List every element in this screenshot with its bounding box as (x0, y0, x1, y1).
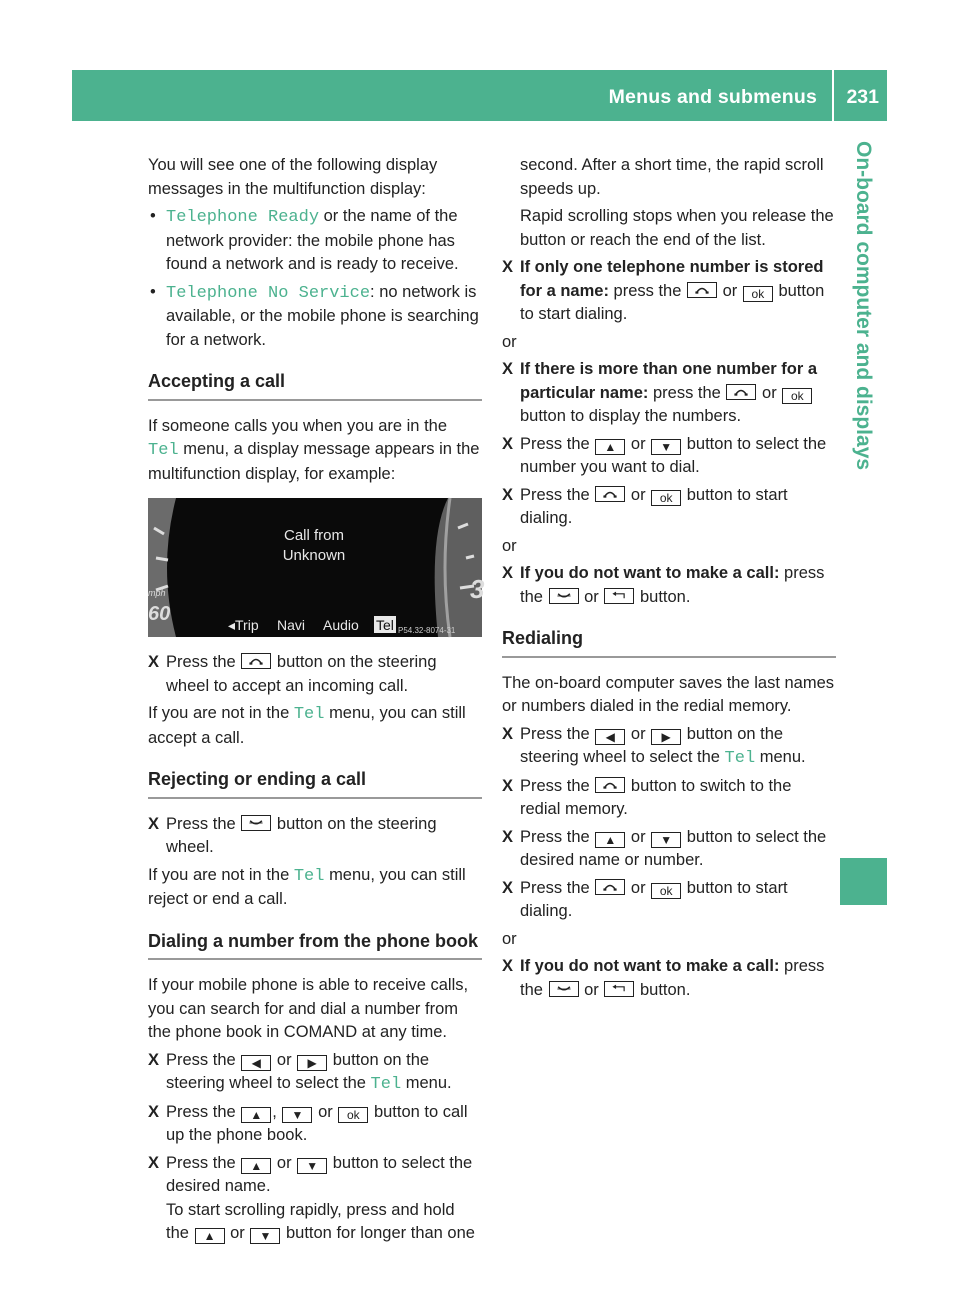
text: press (784, 564, 825, 582)
up-arrow-key: ▲ (595, 832, 625, 848)
step-dial-1 (148, 1049, 482, 1097)
text: press the (613, 281, 682, 300)
tel-menu-label: Tel (293, 866, 325, 886)
step-marker: X (148, 1050, 160, 1069)
tel-menu-label: Tel (370, 1075, 402, 1094)
cluster-menu-navi: Navi (277, 617, 306, 633)
ok-key: ok (743, 286, 773, 302)
text: or (762, 383, 777, 402)
right-arrow-key: ▶ (651, 729, 681, 745)
step-marker: X (502, 957, 514, 975)
side-tab-label: On-board computer and displays (852, 141, 875, 471)
text: or (722, 281, 738, 300)
text: press (784, 957, 825, 975)
text: button for longer than one (285, 1224, 475, 1242)
step-redial-2 (502, 775, 836, 822)
step-reject (148, 813, 482, 860)
text: Press the (520, 434, 590, 453)
step-marker: X (502, 878, 514, 897)
text: Press the (520, 485, 590, 504)
ok-key: ok (651, 883, 681, 899)
text: or (584, 980, 599, 999)
step-dial-3 (148, 1152, 482, 1246)
page-number: 231 (846, 86, 879, 108)
text: button to call up the phone book. (166, 1102, 468, 1144)
text: or (630, 878, 646, 897)
step-more-than-one (502, 358, 836, 429)
hangup-icon (241, 815, 271, 831)
tel-menu-label: Tel (724, 749, 756, 768)
text: desired name. (166, 1177, 271, 1195)
text: button to switch to the redial memory. (520, 776, 792, 818)
phone-icon (687, 282, 717, 298)
accept-paragraph (148, 415, 482, 487)
bold-lead: If you do not want to make a call: (520, 957, 780, 975)
up-arrow-key: ▲ (595, 439, 625, 455)
step-no-call-2 (502, 955, 836, 1002)
back-icon (604, 981, 634, 997)
continued-text-2: Rapid scrolling stops when you release the button or reach the end of the list. (520, 207, 834, 249)
step-marker: X (502, 485, 514, 504)
up-arrow-key: ▲ (241, 1158, 271, 1174)
bold-lead: If only one telephone number is stored for a name: (520, 258, 824, 300)
step-marker: X (148, 1153, 160, 1172)
list-item (148, 205, 482, 277)
text: button on the (332, 1050, 430, 1069)
bold-lead: If there is more than one number for a particular name: (520, 360, 818, 402)
bold-lead: If you do not want to make a call: (520, 564, 780, 582)
text: desired name or number. (520, 851, 704, 869)
phone-icon (595, 777, 625, 793)
right-arrow-key: ▶ (297, 1055, 327, 1071)
text: the (520, 587, 543, 606)
right-column (502, 154, 836, 1006)
section-heading-accepting: Accepting a call (148, 370, 482, 401)
reject-note (148, 864, 482, 912)
ok-key: ok (651, 490, 681, 506)
text: dialing. (520, 902, 573, 920)
step-marker: X (502, 724, 514, 743)
text: If you are not in the (148, 865, 290, 884)
text: Press the (520, 878, 590, 897)
down-arrow-key: ▼ (250, 1228, 280, 1244)
phone-icon (595, 486, 625, 502)
figure-reference: P54.32-8074-31 (398, 626, 456, 635)
step-start-dial (502, 484, 836, 531)
text: button to start (686, 878, 788, 897)
text: button on the steering wheel to accept an incoming call. (166, 653, 437, 695)
down-arrow-key: ▼ (651, 439, 681, 455)
instrument-cluster-image (148, 498, 485, 637)
step-marker: X (502, 564, 514, 582)
text: Press the (166, 1050, 236, 1069)
left-column (148, 154, 485, 1250)
text: To start scrolling rapidly, press and hold the (166, 1200, 455, 1242)
step-dial-2 (148, 1101, 482, 1148)
step-accept (148, 651, 482, 698)
text: or (318, 1102, 333, 1121)
text: menu. (405, 1074, 452, 1092)
step-marker: X (502, 827, 514, 846)
list-item-text: : no network is available, or the mobile phone is searching for a network. (166, 282, 479, 349)
text: steering wheel to select the (166, 1074, 366, 1092)
text: If you are not in the (148, 704, 290, 722)
cluster-menu-trip: ◂Trip (228, 617, 259, 633)
redial-paragraph: The on-board computer saves the last names or numbers dialed in the redial memory. (502, 673, 835, 715)
step-marker: X (148, 1102, 160, 1121)
text: menu. (759, 748, 806, 766)
text: If someone calls you when you are in the (148, 416, 448, 435)
intro-text: You will see one of the following display messages in the multifunction display: (148, 156, 438, 198)
back-icon (604, 588, 634, 604)
text: or (630, 827, 646, 846)
side-block (840, 858, 887, 905)
down-arrow-key: ▼ (651, 832, 681, 848)
or-text: or (502, 332, 517, 351)
down-arrow-key: ▼ (282, 1107, 312, 1123)
or-text: or (502, 929, 517, 948)
call-from-text: Call from (283, 527, 345, 544)
text: steering wheel to select the (520, 748, 720, 766)
text: dialing. (520, 509, 573, 527)
text: button. (639, 980, 691, 999)
phone-icon (241, 653, 271, 669)
accept-note (148, 702, 482, 750)
tel-menu-label: Tel (148, 441, 179, 460)
step-redial-1 (502, 723, 836, 771)
hangup-icon (549, 588, 579, 604)
text: Press the (166, 1102, 236, 1121)
speed-unit-label: mph (148, 588, 166, 598)
text: , (272, 1102, 277, 1121)
step-select-number (502, 433, 836, 480)
tel-menu-label: Tel (293, 705, 325, 724)
text: Press the (520, 827, 590, 846)
hangup-icon (549, 981, 579, 997)
display-message-no-service: Telephone No Service (166, 283, 371, 303)
left-arrow-key: ◀ (595, 729, 625, 745)
text: button to select the (686, 827, 827, 846)
step-marker: X (148, 653, 160, 671)
header-bar (72, 70, 887, 121)
text: button to select the (332, 1153, 473, 1172)
text: or (584, 587, 599, 606)
continued-text: second. After a short time, the rapid scroll speeds up. (520, 156, 824, 198)
text: button on the (686, 724, 784, 743)
phone-icon (595, 879, 625, 895)
text: menu, you can still reject or end a call. (148, 865, 466, 908)
text: menu, you can still accept a call. (148, 704, 466, 747)
cluster-menu-audio: Audio (323, 617, 359, 633)
step-marker: X (502, 434, 514, 453)
text: Press the (166, 653, 236, 671)
text: press the (652, 383, 721, 402)
text: number you want to dial. (520, 458, 700, 476)
dial-paragraph: If your mobile phone is able to receive calls, you can search for and dial a number from the phone book in COMAND at any time. (148, 976, 469, 1041)
text: or (276, 1153, 292, 1172)
section-heading-dialing: Dialing a number from the phone book (148, 930, 482, 961)
text: button to start dialing. (520, 281, 825, 323)
up-arrow-key: ▲ (241, 1107, 271, 1123)
text: the (520, 980, 543, 999)
step-marker: X (148, 814, 160, 833)
left-arrow-key: ◀ (241, 1055, 271, 1071)
text: button. (639, 587, 691, 606)
text: Press the (520, 724, 590, 743)
step-marker: X (502, 776, 514, 795)
section-heading-rejecting: Rejecting or ending a call (148, 768, 482, 799)
cluster-menu-tel: Tel (376, 617, 394, 633)
header-title: Menus and submenus (608, 86, 817, 108)
step-marker: X (502, 360, 514, 378)
text: Press the (166, 814, 236, 833)
section-heading-redialing: Redialing (502, 627, 836, 658)
step-redial-4 (502, 877, 836, 924)
list-item (148, 281, 482, 353)
phone-icon (726, 384, 756, 400)
speed-number: 60 (148, 603, 171, 625)
step-marker: X (502, 258, 514, 276)
text: or (630, 434, 646, 453)
up-arrow-key: ▲ (195, 1228, 225, 1244)
text: or (276, 1050, 292, 1069)
caller-name-text: Unknown (282, 547, 346, 564)
ok-key: ok (338, 1107, 368, 1123)
rpm-number: 3 (470, 574, 485, 604)
side-tab (840, 141, 887, 631)
text: Press the (166, 1153, 236, 1172)
text: or (630, 724, 646, 743)
text: menu, a display message appears in the multifunction display, for example: (148, 440, 480, 483)
text: or (230, 1224, 245, 1242)
text: or (630, 485, 646, 504)
ok-key: ok (782, 388, 812, 404)
step-no-call (502, 562, 836, 609)
step-only-one (502, 256, 836, 327)
text: button to display the numbers. (520, 407, 742, 425)
text: button to start (686, 485, 788, 504)
down-arrow-key: ▼ (297, 1158, 327, 1174)
display-message-telephone-ready: Telephone Ready (166, 208, 320, 227)
header-divider (832, 70, 834, 121)
text: button to select the (686, 434, 827, 453)
text: Press the (520, 776, 590, 795)
list-item-text: or the name of the network provider: the mobile phone has found a network and is ready to receive. (166, 207, 459, 273)
or-text: or (502, 536, 517, 555)
text: button on the steering wheel. (166, 814, 437, 856)
step-redial-3 (502, 826, 836, 873)
